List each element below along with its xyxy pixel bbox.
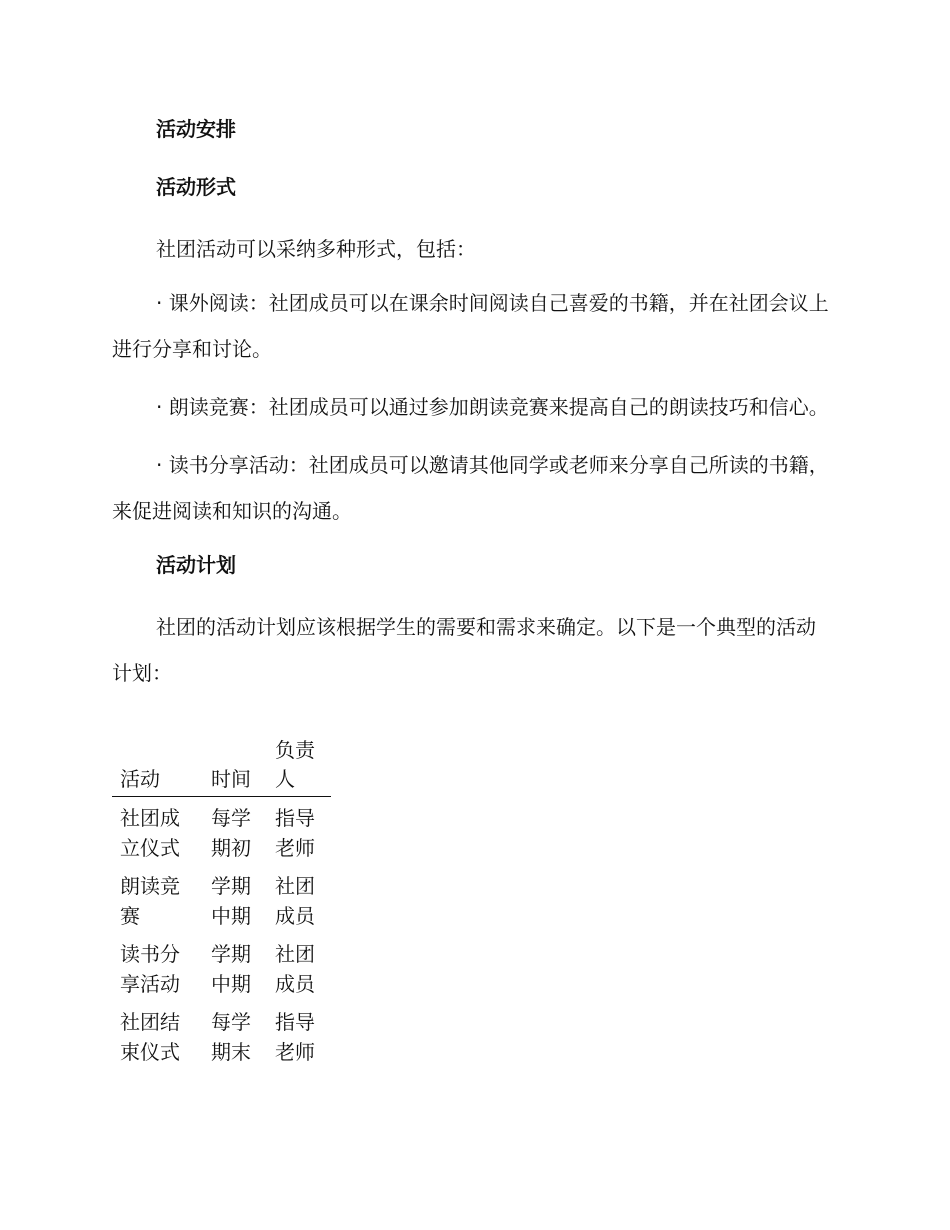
form-intro: 社团活动可以采纳多种形式，包括： <box>156 237 476 261</box>
cell-owner: 指导老师 <box>275 1010 315 1064</box>
table-header-row <box>112 736 331 797</box>
form-item-book-sharing: · 读书分享活动：社团成员可以邀请其他同学或老师来分享自己所读的书籍，来促进阅读和知识的沟通。 <box>112 453 829 523</box>
header-time: 时间 <box>203 736 267 797</box>
cell-activity: 朗读竞赛 <box>120 874 180 928</box>
form-item-reading: · 课外阅读：社团成员可以在课余时间阅读自己喜爱的书籍，并在社团会议上进行分享和讨论。 <box>112 291 829 361</box>
table-row <box>112 797 331 866</box>
plan-intro: 社团的活动计划应该根据学生的需要和需求来确定。以下是一个典型的活动计划： <box>112 615 816 685</box>
cell-time: 每学期初 <box>211 806 251 860</box>
document-body <box>112 110 832 1069</box>
cell-activity: 读书分享活动 <box>120 942 180 996</box>
activity-plan-table <box>112 736 331 1069</box>
cell-activity: 社团结束仪式 <box>120 1010 180 1064</box>
section-title: 活动安排 <box>156 117 236 141</box>
cell-owner: 社团成员 <box>275 942 315 996</box>
table-row <box>112 1001 331 1069</box>
cell-owner: 指导老师 <box>275 806 315 860</box>
header-activity: 活动 <box>112 736 203 797</box>
header-owner: 负责人 <box>267 736 331 797</box>
form-item-recitation: · 朗读竞赛：社团成员可以通过参加朗读竞赛来提高自己的朗读技巧和信心。 <box>156 395 829 419</box>
cell-activity: 社团成立仪式 <box>120 806 180 860</box>
table-row <box>112 865 331 933</box>
cell-time: 学期中期 <box>211 874 251 928</box>
table-row <box>112 933 331 1001</box>
cell-time: 每学期末 <box>211 1010 251 1064</box>
cell-time: 学期中期 <box>211 942 251 996</box>
cell-owner: 社团成员 <box>275 874 315 928</box>
form-heading: 活动形式 <box>156 175 236 199</box>
plan-heading: 活动计划 <box>156 553 236 577</box>
